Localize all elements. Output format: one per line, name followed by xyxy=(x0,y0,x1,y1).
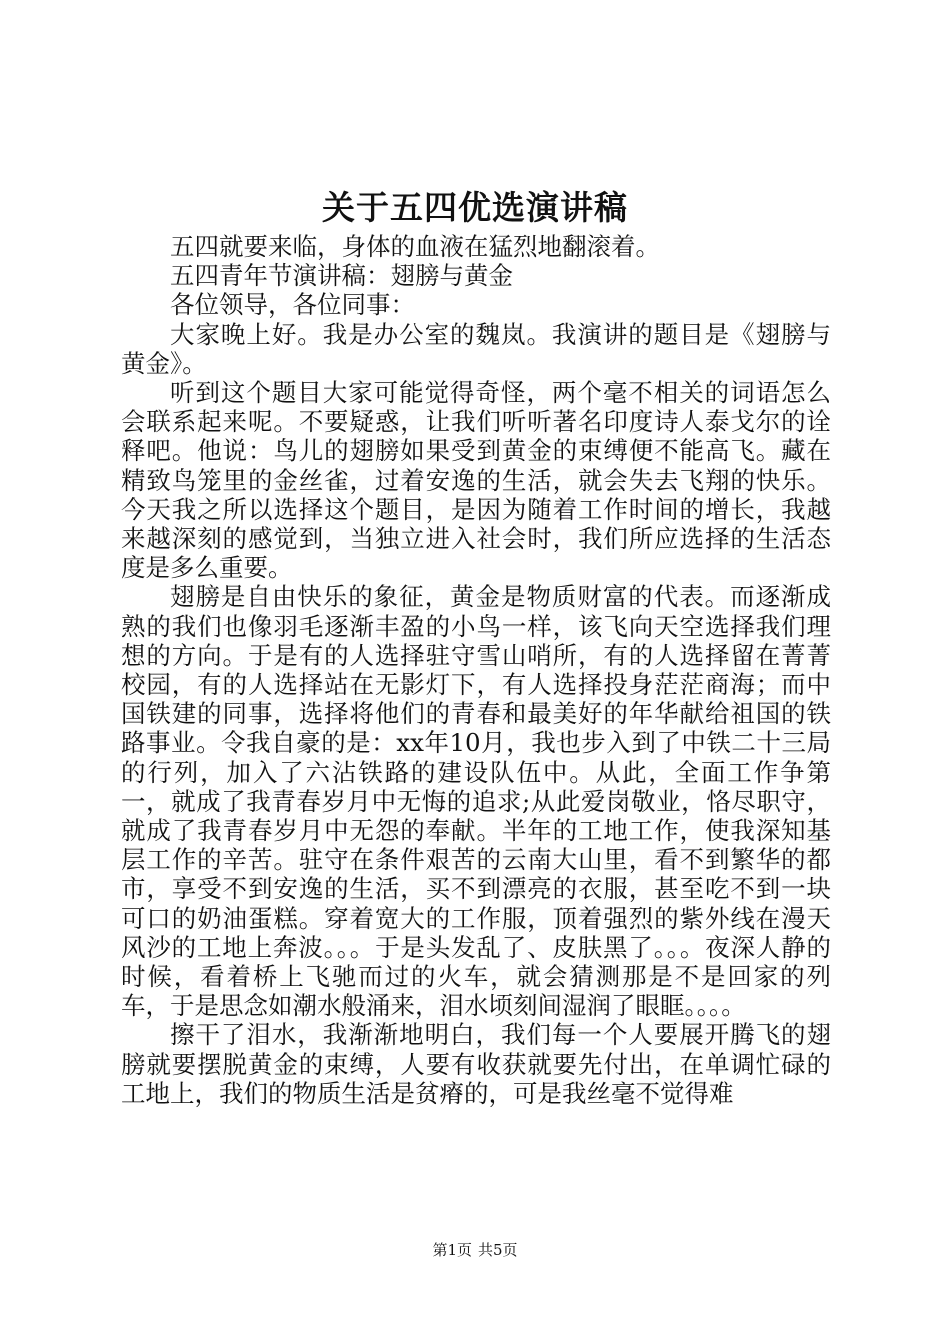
page-count: 共5页 xyxy=(478,1241,518,1259)
paragraph-body: 翅膀是自由快乐的象征，黄金是物质财富的代表。而逐渐成熟的我们也像羽毛逐渐丰盈的小鸟一样，该飞向天空选择我们理想的方向。于是有的人选择驻守雪山哨所，有的人选择留在菁菁校园，有的人选择站在无影灯下，有人选择投身茫茫商海；而中国铁建的同事，选择将他们的青春和最美好的年华献给祖国的铁路事业。令我自豪的是：xx年10月，我也步入到了中铁二十三局的行列，加入了六沾铁路的建设队伍中。从此，全面工作争第一，就成了我青春岁月中无悔的追求;从此爱岗敬业，恪尽职守，就成了我青春岁月中无怨的奉献。半年的工地工作，使我深知基层工作的辛苦。驻守在条件艰苦的云南大山里，看不到繁华的都市，享受不到安逸的生活，买不到漂亮的衣服，甚至吃不到一块可口的奶油蛋糕。穿着宽大的工作服，顶着强烈的紫外线在漫天风沙的工地上奔波。。。于是头发乱了、皮肤黑了。。。夜深人静的时候，看着桥上飞驰而过的火车，就会猜测那是不是回家的列车，于是思念如潮水般涌来，泪水顷刻间湿润了眼眶。。。。 xyxy=(121,582,831,1021)
page-footer xyxy=(0,1240,950,1260)
paragraph-greeting: 大家晚上好。我是办公室的魏岚。我演讲的题目是《翅膀与黄金》。 xyxy=(121,319,831,378)
paragraph-body: 听到这个题目大家可能觉得奇怪，两个毫不相关的词语怎么会联系起来呢。不要疑惑，让我们听听著名印度诗人泰戈尔的诠释吧。他说：鸟儿的翅膀如果受到黄金的束缚便不能高飞。藏在精致鸟笼里的金丝雀，过着安逸的生活，就会失去飞翔的快乐。今天我之所以选择这个题目，是因为随着工作时间的增长，我越来越深刻的感觉到，当独立进入社会时，我们所应选择的生活态度是多么重要。 xyxy=(121,378,831,583)
paragraph-intro: 五四就要来临，身体的血液在猛烈地翻滚着。 xyxy=(170,232,660,261)
page-number: 第1页 xyxy=(432,1241,472,1259)
document-title: 关于五四优选演讲稿 xyxy=(322,188,628,227)
paragraph-body: 擦干了泪水，我渐渐地明白，我们每一个人要展开腾飞的翅膀就要摆脱黄金的束缚，人要有收获就要先付出，在单调忙碌的工地上，我们的物质生活是贫瘠的，可是我丝毫不觉得难 xyxy=(121,1020,831,1108)
document-body xyxy=(121,232,831,1108)
paragraph-subtitle: 五四青年节演讲稿：翅膀与黄金 xyxy=(170,261,513,291)
paragraph-salutation: 各位领导，各位同事： xyxy=(170,290,415,320)
